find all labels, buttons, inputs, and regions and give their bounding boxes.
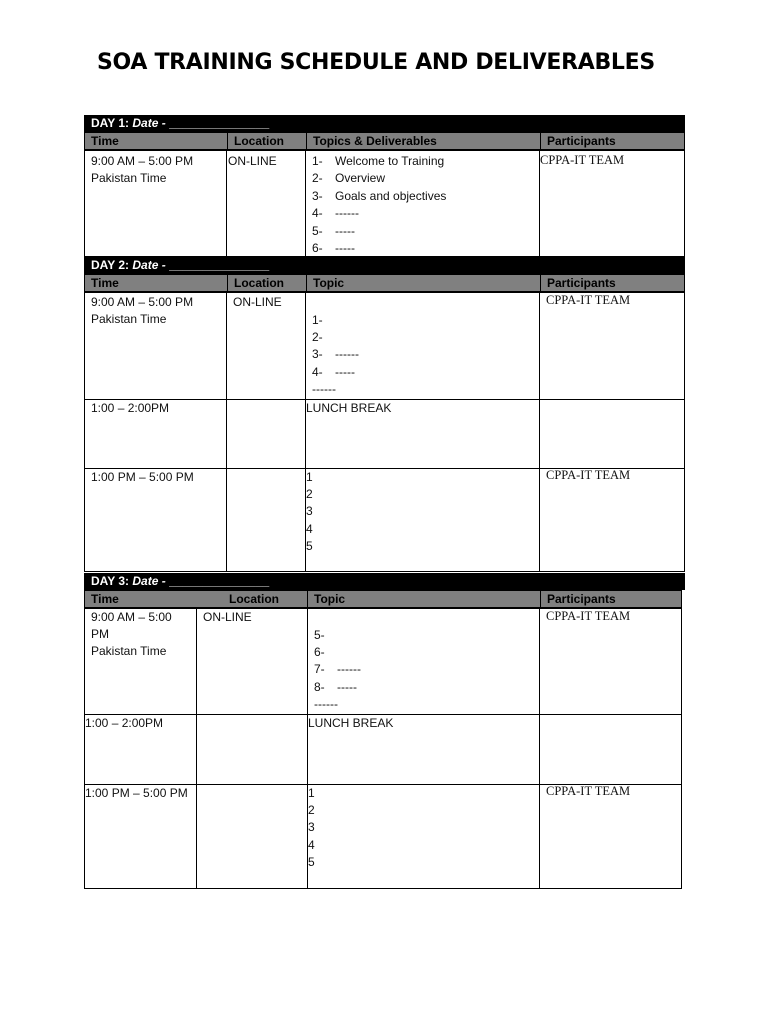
- time-line: Pakistan Time: [91, 644, 167, 658]
- day1-row1-participants: CPPA-IT TEAM: [540, 153, 625, 167]
- time-line: 9:00 AM – 5:00 PM: [91, 295, 194, 309]
- day2-header-topics: Topic: [306, 275, 344, 291]
- day3-label: DAY 3:: [91, 574, 130, 588]
- day1-header-row: [84, 132, 685, 150]
- day1-date-label: Date -: [132, 116, 166, 130]
- day1-bar: [84, 115, 685, 132]
- day2-row3-time: 1:00 PM – 5:00 PM: [91, 470, 194, 484]
- day3-row1-location: ON-LINE: [203, 610, 252, 624]
- list-item: ------: [314, 696, 338, 711]
- day2-header-participants: Participants: [540, 275, 616, 291]
- list-item: 5-: [314, 628, 325, 642]
- list-item: 3: [308, 820, 315, 835]
- list-item: 3- ------: [312, 347, 359, 362]
- day2-row2-topic: LUNCH BREAK: [306, 401, 392, 415]
- day3-date-blank: _______________: [169, 574, 270, 588]
- list-item: 3: [306, 504, 313, 519]
- time-line: 9:00 AM – 5:00: [91, 610, 172, 624]
- list-item: 4: [308, 837, 315, 852]
- day2-header-row: [84, 274, 685, 292]
- list-item: 6-: [314, 645, 325, 660]
- list-item: 1: [306, 470, 313, 484]
- list-item: 6- -----: [312, 241, 355, 256]
- day2-row1-time: [91, 294, 193, 328]
- day3-table: [84, 608, 682, 889]
- list-item: 2: [308, 803, 315, 818]
- day3-row2-time: 1:00 – 2:00PM: [85, 716, 164, 730]
- day3-row3-participants: CPPA-IT TEAM: [546, 784, 631, 798]
- day3-date-label: Date -: [132, 574, 166, 588]
- list-item: 4: [306, 521, 313, 536]
- day3-header-participants: Participants: [540, 591, 616, 607]
- day3-bar: [84, 573, 685, 590]
- list-item: 7- ------: [314, 662, 361, 677]
- day2-bar: [84, 257, 685, 274]
- day1-date-blank: _______________: [169, 116, 270, 130]
- day1-label: DAY 1:: [91, 116, 130, 130]
- list-item: 2-: [312, 330, 323, 345]
- day2-label: DAY 2:: [91, 258, 130, 272]
- day1-table: [84, 150, 685, 257]
- day1-header-participants: Participants: [540, 133, 616, 149]
- day1-header-topics: Topics & Deliverables: [306, 133, 437, 149]
- day3-header-topics: Topic: [307, 591, 345, 607]
- day3-header-location: Location: [229, 592, 279, 606]
- day2-row3-numbers: [306, 469, 313, 555]
- day2-row3-participants: CPPA-IT TEAM: [546, 468, 631, 482]
- day2-row2-time: 1:00 – 2:00PM: [91, 401, 170, 415]
- time-line: 9:00 AM – 5:00 PM: [91, 154, 194, 168]
- day2-row1-location: ON-LINE: [233, 295, 282, 309]
- list-item: 4- ------: [312, 206, 359, 221]
- day3-row1-time: [91, 609, 172, 660]
- day2-row1-topics: [312, 312, 359, 398]
- day1-header-time: Time: [91, 134, 119, 148]
- list-item: 5- -----: [312, 223, 355, 238]
- time-line: PM: [91, 627, 109, 641]
- day3-row1-participants: CPPA-IT TEAM: [546, 609, 631, 623]
- list-item: 1- Welcome to Training: [312, 154, 445, 168]
- day1-row1-time: [91, 153, 193, 187]
- list-item: 2: [306, 487, 313, 502]
- list-item: 8- -----: [314, 679, 357, 694]
- list-item: 5: [306, 538, 313, 553]
- day3-row2-topic: LUNCH BREAK: [308, 716, 394, 730]
- list-item: 1: [308, 786, 315, 800]
- list-item: 4- -----: [312, 364, 355, 379]
- day3-row3-numbers: [308, 785, 315, 871]
- day2-header-location: Location: [227, 275, 284, 291]
- list-item: 1-: [312, 313, 323, 327]
- day2-table: [84, 292, 685, 572]
- list-item: ------: [312, 381, 336, 396]
- day2-date-label: Date -: [132, 258, 166, 272]
- time-line: Pakistan Time: [91, 312, 167, 326]
- day2-row1-participants: CPPA-IT TEAM: [546, 293, 631, 307]
- list-item: 2- Overview: [312, 171, 386, 186]
- list-item: 3- Goals and objectives: [312, 188, 447, 203]
- day1-row1-location: ON-LINE: [228, 154, 277, 168]
- day2-header-time: Time: [91, 276, 119, 290]
- time-line: Pakistan Time: [91, 171, 167, 185]
- list-item: 5: [308, 854, 315, 869]
- day3-header-row: [84, 590, 682, 608]
- day1-row1-topics: [312, 153, 446, 257]
- day2-date-blank: _______________: [169, 258, 270, 272]
- day3-row1-topics: [314, 627, 361, 713]
- day3-header-time: Time: [91, 592, 119, 606]
- day1-header-location: Location: [227, 133, 284, 149]
- day3-row3-time: 1:00 PM – 5:00 PM: [85, 786, 188, 800]
- page-title: SOA TRAINING SCHEDULE AND DELIVERABLES: [97, 50, 655, 75]
